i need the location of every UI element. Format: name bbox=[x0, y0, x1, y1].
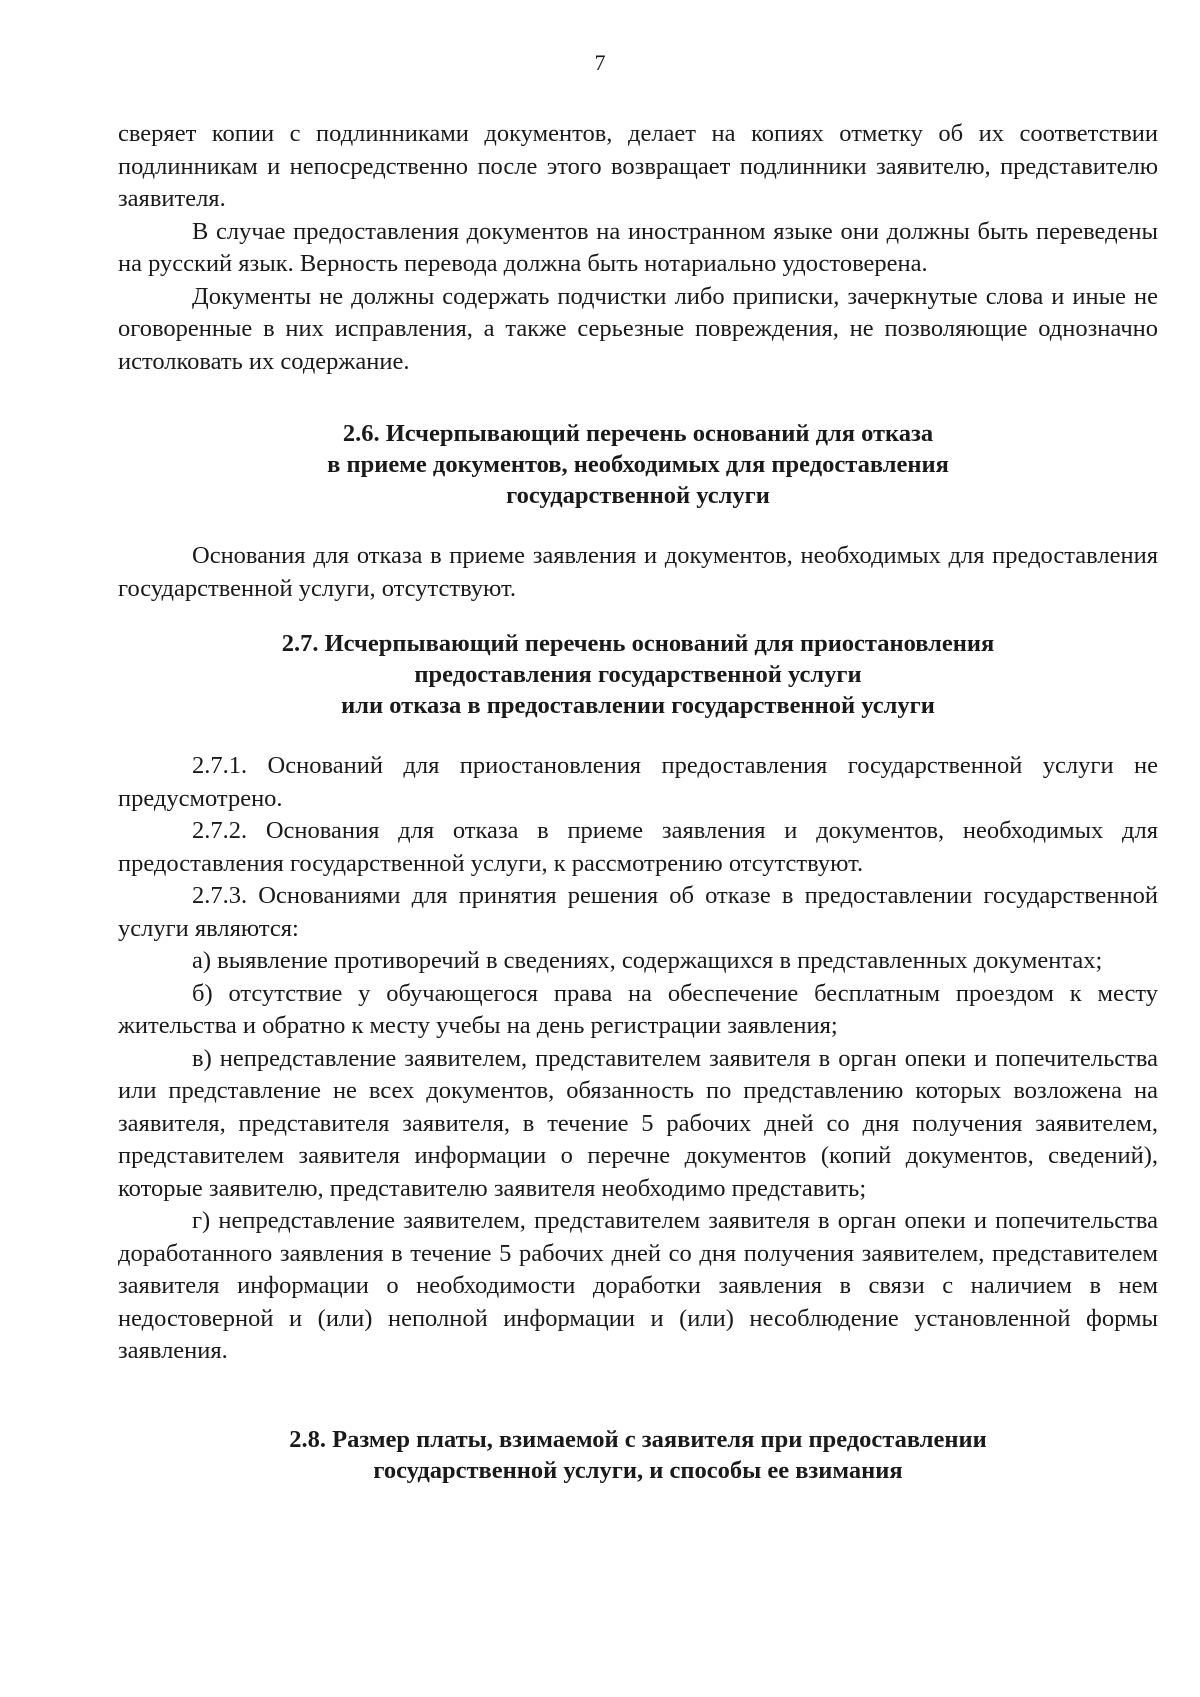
paragraph: 2.7.1. Оснований для приостановления предоставления государственной услуги не предусмотрено. bbox=[118, 752, 1158, 812]
paragraph: Основания для отказа в приеме заявления и документов, необходимых для предоставления государственной услуги, отсутствуют. bbox=[118, 542, 1158, 602]
heading-line: или отказа в предоставлении государственной услуги bbox=[341, 692, 935, 719]
heading-line: 2.8. Размер платы, взимаемой с заявителя при предоставлении bbox=[289, 1426, 987, 1453]
paragraph: сверяет копии с подлинниками документов, делает на копиях отметку об их соответствии подлинникам и непосредственно после этого возвращает подлинники заявителю, представителю заявителя. bbox=[118, 120, 1158, 212]
heading-line: в приеме документов, необходимых для предоставления bbox=[327, 451, 949, 478]
continuation-text-block bbox=[118, 118, 1158, 378]
heading-line: государственной услуги bbox=[506, 482, 770, 509]
heading-line: предоставления государственной услуги bbox=[414, 661, 862, 688]
section-heading-2-7 bbox=[118, 628, 1158, 721]
list-item: г) непредставление заявителем, представителем заявителя в орган опеки и попечительства доработанного заявления в течение 5 рабочих дней со дня получения заявителем, представителем заявителя информации о необходимости доработки заявления в связи с наличием в нем недостоверной и (или) неполной информации и (или) несоблюдение установленной формы заявления. bbox=[118, 1207, 1158, 1364]
paragraph: 2.7.2. Основания для отказа в приеме заявления и документов, необходимых для предоставления государственной услуги, к рассмотрению отсутствуют. bbox=[118, 817, 1158, 877]
paragraph: Документы не должны содержать подчистки либо приписки, зачеркнутые слова и иные не оговоренные в них исправления, а также серьезные повреждения, не позволяющие однозначно истолковать их содержание. bbox=[118, 282, 1158, 375]
heading-line: государственной услуги, и способы ее взимания bbox=[373, 1457, 903, 1484]
paragraph: 2.7.3. Основаниями для принятия решения об отказе в предоставлении государственной услуги являются: bbox=[118, 882, 1158, 942]
section-2-6-text-block bbox=[118, 540, 1158, 605]
list-item: б) отсутствие у обучающегося права на обеспечение бесплатным проездом к месту жительства и обратно к месту учебы на день регистрации заявления; bbox=[118, 979, 1158, 1039]
list-item: а) выявление противоречий в сведениях, содержащихся в представленных документах; bbox=[192, 947, 1103, 974]
section-heading-2-6 bbox=[118, 418, 1158, 511]
section-2-7-text-block bbox=[118, 750, 1158, 1368]
heading-line: 2.7. Исчерпывающий перечень оснований для приостановления bbox=[281, 630, 995, 657]
heading-line: 2.6. Исчерпывающий перечень оснований для отказа bbox=[342, 420, 934, 447]
page-number: 7 bbox=[594, 50, 606, 75]
list-item: в) непредставление заявителем, представителем заявителя в орган опеки и попечительства или представление не всех документов, обязанность по представлению которых возложена на заявителя, представителя заявителя, в течение 5 рабочих дней со дня получения заявителем, представителем заявителя информации о перечне документов (копий документов, сведений), которые заявителю, представителю заявителя необходимо представить; bbox=[118, 1044, 1158, 1202]
section-heading-2-8 bbox=[118, 1424, 1158, 1486]
paragraph: В случае предоставления документов на иностранном языке они должны быть переведены на русский язык. Верность перевода должна быть нотариально удостоверена. bbox=[118, 217, 1158, 277]
